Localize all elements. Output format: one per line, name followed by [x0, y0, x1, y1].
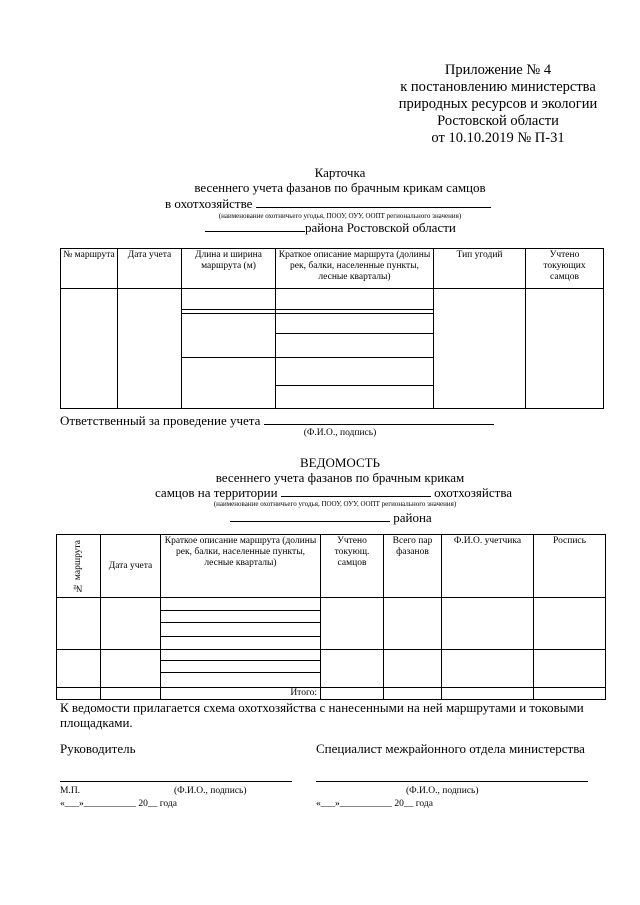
card-header-row: [61, 249, 604, 289]
card-body-row: [61, 289, 604, 409]
statement-cell: [534, 688, 606, 700]
head-fio-note: (Ф.И.О., подпись): [174, 786, 247, 796]
card-district-line: [205, 220, 465, 235]
appendix-line-4: Ростовской области: [437, 113, 559, 129]
statement-title-block: [150, 455, 530, 485]
card-header-cell: Длина и ширина маршрута (м): [182, 249, 276, 289]
statement-district-line: [230, 510, 450, 525]
statement-header-route: № маршрута: [73, 540, 83, 593]
statement-cell[interactable]: [101, 650, 161, 688]
statement-territory-note: (наименование охотничьего угодья, ПООУ, ОУУ, ООПТ регионального значения): [213, 500, 457, 508]
responsible-note: (Ф.И.О., подпись): [303, 428, 377, 438]
statement-cell[interactable]: [101, 598, 161, 650]
statement-header-cell: Всего пар фазанов: [384, 535, 442, 598]
statement-cell: [442, 688, 534, 700]
statement-territory-suffix: охотхозяйства: [434, 485, 513, 500]
card-header-cell: Тип угодий: [434, 249, 526, 289]
card-hunting-line: [165, 196, 505, 211]
appendix-line-1: Приложение № 4: [444, 62, 552, 78]
statement-cell-description[interactable]: [161, 598, 321, 650]
responsible-field[interactable]: [264, 413, 494, 425]
responsible-label: Ответственный за проведение учета: [60, 413, 261, 428]
card-cell[interactable]: [526, 289, 604, 409]
statement-header-cell: Учтено токующ. самцов: [321, 535, 384, 598]
statement-district-field[interactable]: [230, 510, 390, 522]
statement-header-cell: Краткое описание маршрута (долины рек, балки, населенные пункты, лесные кварталы): [161, 535, 321, 598]
card-title: Карточка: [314, 165, 366, 180]
card-district-field[interactable]: [205, 220, 305, 232]
statement-district-suffix: района: [393, 510, 432, 525]
card-header-cell: Учтено токующих самцов: [526, 249, 604, 289]
card-cell[interactable]: [118, 289, 182, 409]
statement-cell[interactable]: [384, 598, 442, 650]
statement-header-cell: Дата учета: [101, 535, 161, 598]
card-hunting-field[interactable]: [256, 196, 491, 208]
specialist-fio-note: (Ф.И.О., подпись): [406, 786, 479, 796]
card-cell[interactable]: [434, 289, 526, 409]
statement-cell[interactable]: [321, 650, 384, 688]
statement-cell[interactable]: [534, 650, 606, 688]
card-title-block: [150, 165, 530, 195]
statement-cell[interactable]: [384, 650, 442, 688]
statement-body-row: [57, 650, 606, 688]
head-signature-line[interactable]: [60, 781, 292, 782]
statement-header-cell: Роспись: [534, 535, 606, 598]
statement-cell[interactable]: [442, 650, 534, 688]
statement-total-cell[interactable]: [384, 688, 442, 700]
responsible-line: [60, 413, 500, 428]
statement-total-label: Итого:: [161, 688, 321, 700]
appendix-line-2: к постановлению министерства: [400, 79, 596, 95]
head-date-line[interactable]: «___»___________ 20__ года: [60, 799, 177, 809]
card-cell-description[interactable]: [276, 289, 434, 409]
card-hunting-note: (наименование охотничьего угодья, ПООУ, ОУУ, ООПТ регионального значения): [218, 212, 462, 220]
statement-table: [56, 534, 606, 700]
statement-territory-prefix: самцов на территории: [155, 485, 278, 500]
mp-label: М.П.: [60, 786, 81, 796]
specialist-signature-line[interactable]: [316, 781, 588, 782]
statement-territory-field[interactable]: [281, 485, 431, 497]
card-subtitle: весеннего учета фазанов по брачным крикам самцов: [194, 180, 486, 195]
statement-cell[interactable]: [57, 650, 101, 688]
card-header-cell: Краткое описание маршрута (долины рек, балки, населенные пункты, лесные кварталы): [276, 249, 434, 289]
statement-body-row: [57, 598, 606, 650]
specialist-label: Специалист межрайонного отдела министерства: [316, 741, 585, 756]
statement-territory-line: [155, 485, 535, 500]
statement-note: К ведомости прилагается схема охотхозяйства с нанесенными на ней маршрутами и токовыми площадками.: [60, 700, 584, 730]
statement-cell: [57, 688, 101, 700]
appendix-line-5: от 10.10.2019 № П-31: [431, 130, 565, 146]
card-district-suffix: района Ростовской области: [305, 220, 456, 235]
statement-cell[interactable]: [534, 598, 606, 650]
statement-cell-description[interactable]: [161, 650, 321, 688]
statement-total-row: [57, 688, 606, 700]
card-hunting-prefix: в охотхозяйстве: [165, 196, 253, 211]
statement-header-cell: [57, 535, 101, 598]
statement-cell[interactable]: [442, 598, 534, 650]
statement-cell[interactable]: [57, 598, 101, 650]
statement-header-row: [57, 535, 606, 598]
statement-header-cell: Ф.И.О. учетчика: [442, 535, 534, 598]
appendix-line-3: природных ресурсов и экологии: [398, 96, 598, 112]
card-header-cell: Дата учета: [118, 249, 182, 289]
statement-total-cell[interactable]: [321, 688, 384, 700]
statement-cell[interactable]: [321, 598, 384, 650]
card-cell-length[interactable]: [182, 289, 276, 409]
statement-title: ВЕДОМОСТЬ: [299, 455, 381, 470]
card-table: [60, 248, 604, 409]
card-header-cell: № маршрута: [61, 249, 118, 289]
statement-subtitle: весеннего учета фазанов по брачным крикам: [215, 470, 465, 485]
appendix-block: [380, 62, 616, 147]
head-label: Руководитель: [60, 741, 136, 756]
statement-cell: [101, 688, 161, 700]
card-cell[interactable]: [61, 289, 118, 409]
specialist-date-line[interactable]: «___»___________ 20__ года: [316, 799, 433, 809]
